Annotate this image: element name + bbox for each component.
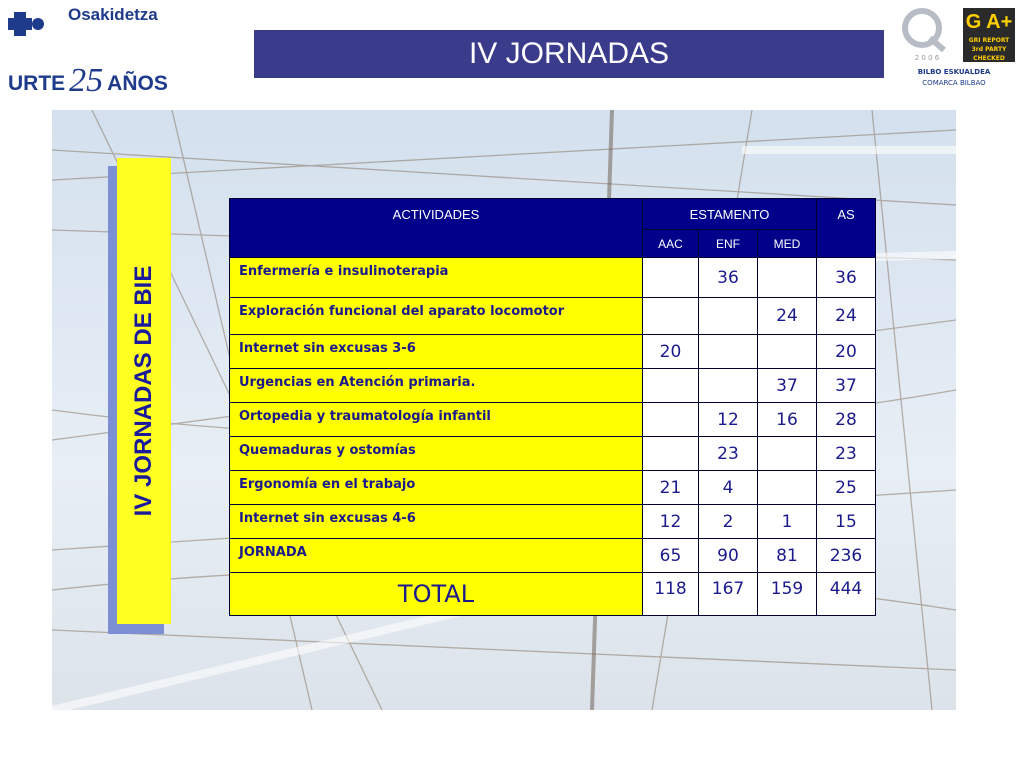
table-row — [230, 403, 876, 437]
header-as: AS — [817, 199, 876, 258]
cell-med: 24 — [758, 298, 817, 335]
activity-label: Internet sin excusas 4-6 — [230, 505, 643, 539]
activity-label: Ergonomía en el trabajo — [230, 471, 643, 505]
table-row — [230, 505, 876, 539]
q-badge-year: 2 0 0 6 — [914, 54, 940, 62]
cell-enf — [699, 335, 758, 369]
cell-aac — [643, 437, 699, 471]
table-header-row — [230, 199, 876, 230]
table-total-row — [230, 573, 876, 616]
activity-label: Exploración funcional del aparato locomotor — [230, 298, 643, 335]
cell-as: 236 — [817, 539, 876, 573]
cell-enf — [699, 298, 758, 335]
anniversary-number: 25 — [69, 62, 104, 99]
cell-as: 37 — [817, 369, 876, 403]
side-label-text: IV JORNADAS DE BIE — [130, 265, 157, 517]
activity-label: JORNADA — [230, 539, 643, 573]
activity-label: Quemaduras y ostomías — [230, 437, 643, 471]
total-as: 444 — [817, 573, 876, 616]
cell-as: 24 — [817, 298, 876, 335]
table-row — [230, 258, 876, 298]
cell-as: 28 — [817, 403, 876, 437]
header-aac: AAC — [643, 230, 699, 258]
anniversary-word-2: AÑOS — [107, 72, 168, 95]
gri-report-badge — [963, 8, 1015, 62]
anniversary-logo — [8, 60, 168, 99]
cell-as: 23 — [817, 437, 876, 471]
cell-med: 16 — [758, 403, 817, 437]
total-enf: 167 — [699, 573, 758, 616]
cell-aac — [643, 369, 699, 403]
ga-line-1: GRI REPORT — [968, 37, 1010, 44]
bilbo-line-2: COMARCA BILBAO — [922, 79, 986, 87]
page-title: IV JORNADAS — [468, 37, 670, 70]
title-bar — [254, 30, 884, 78]
cell-as: 25 — [817, 471, 876, 505]
activity-label: Enfermería e insulinoterapia — [230, 258, 643, 298]
header-med: MED — [758, 230, 817, 258]
cell-enf: 4 — [699, 471, 758, 505]
cell-aac: 12 — [643, 505, 699, 539]
table-row — [230, 298, 876, 335]
table-row — [230, 437, 876, 471]
org-name: Osakidetza — [68, 5, 158, 24]
cell-enf: 23 — [699, 437, 758, 471]
header-activities: ACTIVIDADES — [230, 199, 643, 258]
activities-table — [229, 198, 876, 616]
activity-label: Urgencias en Atención primaria. — [230, 369, 643, 403]
bilbo-region-label — [894, 67, 1014, 89]
cell-med: 1 — [758, 505, 817, 539]
table-row — [230, 335, 876, 369]
cell-as: 36 — [817, 258, 876, 298]
cell-enf: 90 — [699, 539, 758, 573]
cell-aac — [643, 258, 699, 298]
cell-med — [758, 437, 817, 471]
cell-enf: 12 — [699, 403, 758, 437]
ga-line-2: 3rd PARTY CHECKED — [971, 46, 1007, 62]
cell-enf — [699, 369, 758, 403]
header-estamento: ESTAMENTO — [643, 199, 817, 230]
cell-aac: 20 — [643, 335, 699, 369]
cell-as: 20 — [817, 335, 876, 369]
header-enf: ENF — [699, 230, 758, 258]
total-aac: 118 — [643, 573, 699, 616]
activity-label: Ortopedia y traumatología infantil — [230, 403, 643, 437]
cell-med: 37 — [758, 369, 817, 403]
ga-mark: G A+ — [965, 11, 1013, 33]
total-label: TOTAL — [230, 573, 643, 616]
activity-label: Internet sin excusas 3-6 — [230, 335, 643, 369]
table-row — [230, 539, 876, 573]
quality-q-badge-icon — [900, 6, 954, 62]
cell-med — [758, 335, 817, 369]
osakidetza-logo-icon — [8, 6, 44, 42]
total-med: 159 — [758, 573, 817, 616]
side-label-box — [117, 158, 171, 624]
bilbo-line-1: BILBO ESKUALDEA — [917, 68, 991, 76]
table-row — [230, 369, 876, 403]
table-row — [230, 471, 876, 505]
anniversary-word-1: URTE — [8, 72, 66, 95]
cell-aac — [643, 298, 699, 335]
cell-enf: 2 — [699, 505, 758, 539]
cell-aac: 65 — [643, 539, 699, 573]
cell-med — [758, 471, 817, 505]
cell-aac: 21 — [643, 471, 699, 505]
cell-med — [758, 258, 817, 298]
cell-enf: 36 — [699, 258, 758, 298]
cell-med: 81 — [758, 539, 817, 573]
cell-aac — [643, 403, 699, 437]
cell-as: 15 — [817, 505, 876, 539]
